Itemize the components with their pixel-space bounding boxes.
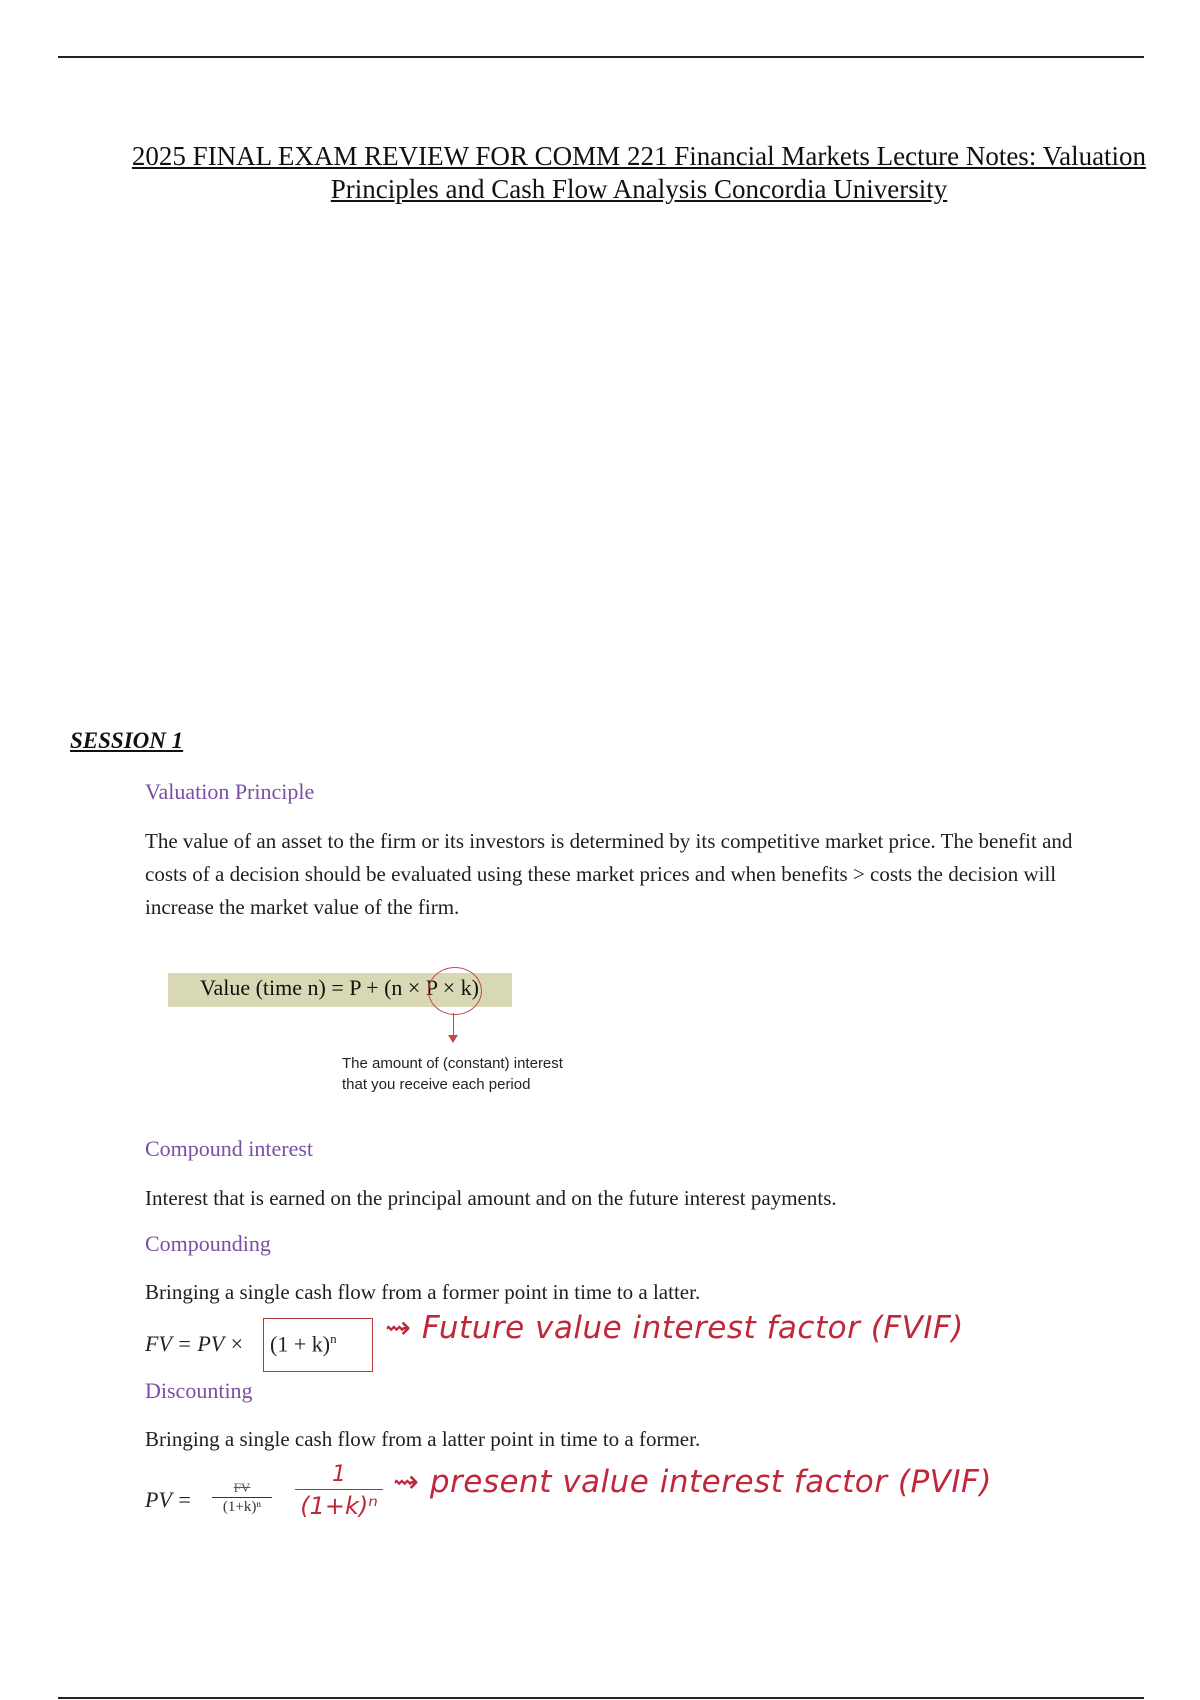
pv-fraction-numerator: FV [233,1480,251,1495]
value-formula: Value (time n) = P + (n × P × k) [200,975,479,1000]
pvif-handwritten-fraction [295,1462,383,1520]
fvif-annotation: ⇝ Future value interest factor (FVIF) [385,1310,964,1346]
fv-formula-lhs: FV = PV × [145,1331,245,1356]
fraction-bar [212,1497,272,1498]
pvif-denominator: (1+k)ⁿ [300,1492,378,1520]
value-formula-figure [160,965,590,1100]
discounting-text: Bringing a single cash flow from a latter point in time to a former. [145,1427,701,1451]
compound-interest-text: Interest that is earned on the principal amount and on the future interest payments. [145,1186,837,1210]
section-heading-discounting: Discounting [145,1378,253,1403]
bottom-divider [58,1697,1144,1699]
pvif-fraction-bar [295,1489,383,1490]
section-heading-compound-interest: Compound interest [145,1136,314,1161]
fvif-term: $(1 + k)^n$ [270,1331,337,1357]
valuation-principle-text: The value of an asset to the firm or its investors is determined by its competitive market price. The benefit and costs of a decision should be evaluated using these market prices and when benefits > costs the decision will increase the market value of the firm. [145,829,1073,919]
pv-formula-lhs: PV = [145,1487,192,1512]
pv-fraction-denominator: (1+k)ⁿ [222,1499,262,1515]
compounding-text: Bringing a single cash flow from a former point in time to a latter. [145,1280,701,1304]
section-heading-compounding: Compounding [145,1231,271,1256]
document-title: 2025 FINAL EXAM REVIEW FOR COMM 221 Financial Markets Lecture Notes: Valuation Principles and Cash Flow Analysis Concordia University [131,141,1147,204]
top-divider [58,56,1144,58]
arrow-head-icon [448,1035,458,1043]
pvif-annotation: ⇝ present value interest factor (PVIF) [393,1464,992,1500]
section-heading-valuation-principle: Valuation Principle [145,779,315,804]
pvif-numerator: 1 [332,1462,346,1487]
interest-term-circle [428,967,482,1015]
session-heading: SESSION 1 [70,728,184,753]
pv-formula-fraction [212,1480,272,1516]
value-formula-caption: The amount of (constant) interest that you receive each period [342,1055,563,1093]
